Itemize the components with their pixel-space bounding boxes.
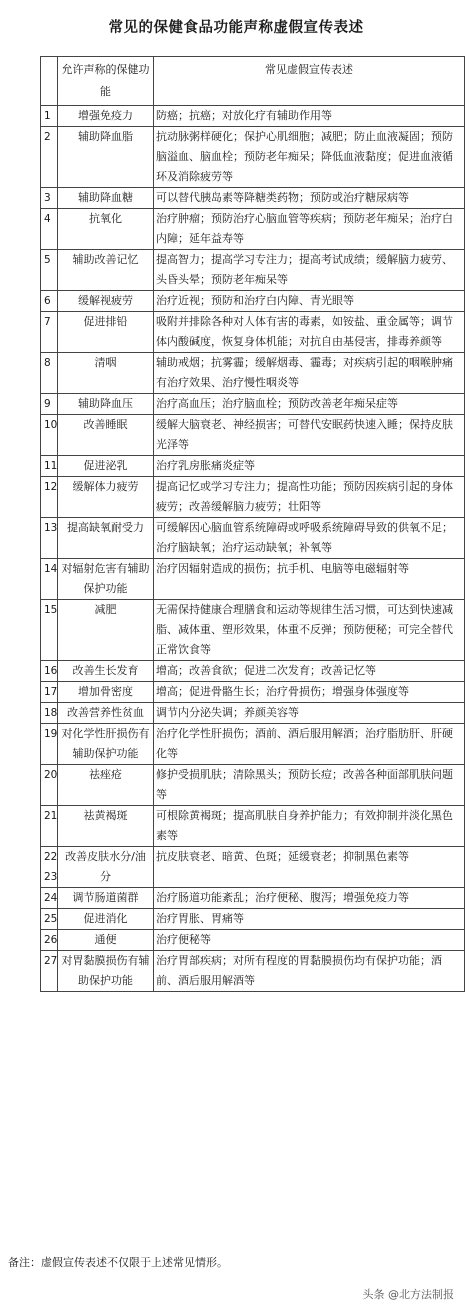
- table-row: [41, 951, 465, 992]
- row-function: 促进排铅: [58, 312, 154, 353]
- row-number: 6: [41, 291, 58, 312]
- table-body: [41, 106, 465, 992]
- row-number: 4: [41, 209, 58, 250]
- row-description: 抗动脉粥样硬化；保护心肌细胞；减肥；防止血液凝固；预防脑溢血、脑血栓；预防老年痴呆；降低血液黏度；促进血液循环及消除疲劳等: [154, 127, 465, 188]
- row-description: 修护受损肌肤；清除黑头；预防长痘；改善各种面部肌肤问题等: [154, 765, 465, 806]
- row-number: 12: [41, 477, 58, 518]
- row-number: 18: [41, 703, 58, 724]
- row-number: 1: [41, 106, 58, 127]
- row-number: 5: [41, 250, 58, 291]
- row-number: 13: [41, 518, 58, 559]
- row-description: 治疗肿瘤；预防治疗心脑血管等疾病；预防老年痴呆；治疗白内障；延年益寿等: [154, 209, 465, 250]
- row-function: 辅助改善记忆: [58, 250, 154, 291]
- row-number: 19: [41, 724, 58, 765]
- row-description: 增高；改善食欲；促进二次发育；改善记忆等: [154, 661, 465, 682]
- row-number: 20: [41, 765, 58, 806]
- row-function: 祛黄褐斑: [58, 806, 154, 847]
- table-row: [41, 312, 465, 353]
- row-number: 9: [41, 394, 58, 415]
- row-number: 24: [41, 888, 58, 909]
- table-row: [41, 909, 465, 930]
- table-row: [41, 291, 465, 312]
- source-watermark: 头条 @北方法制报: [362, 1288, 454, 1301]
- table-row: [41, 477, 465, 518]
- row-function: 改善营养性贫血: [58, 703, 154, 724]
- row-function: 促进泌乳: [58, 456, 154, 477]
- row-function: 通便: [58, 930, 154, 951]
- row-function: 增加骨密度: [58, 682, 154, 703]
- table-row: [41, 456, 465, 477]
- row-description: 抗皮肤衰老、暗黄、色斑；延缓衰老；抑制黑色素等: [154, 847, 465, 888]
- table-row: [41, 106, 465, 127]
- row-description: 治疗肠道功能紊乱；治疗便秘、腹泻；增强免疫力等: [154, 888, 465, 909]
- row-function: 减肥: [58, 600, 154, 661]
- row-function: 调节肠道菌群: [58, 888, 154, 909]
- row-number: 25: [41, 909, 58, 930]
- table-row: [41, 353, 465, 394]
- row-description: 可根除黄褐斑；提高肌肤自身养护能力；有效抑制并淡化黑色素等: [154, 806, 465, 847]
- header-desc-cell: 常见虚假宣传表述: [154, 57, 465, 106]
- table-row: [41, 806, 465, 847]
- row-function: 辅助降血压: [58, 394, 154, 415]
- table-row: [41, 188, 465, 209]
- table-header-row: [41, 57, 465, 106]
- row-function: 改善睡眠: [58, 415, 154, 456]
- row-description: 辅助戒烟；抗雾霾；缓解烟毒、霾毒；对疾病引起的咽喉肿痛有治疗效果、治疗慢性咽炎等: [154, 353, 465, 394]
- row-number: 3: [41, 188, 58, 209]
- row-number: 16: [41, 661, 58, 682]
- row-description: 治疗胃部疾病；对所有程度的胃黏膜损伤均有保护功能；酒前、酒后服用解酒等: [154, 951, 465, 992]
- row-description: 治疗化学性肝损伤；酒前、酒后服用解酒；治疗脂肪肝、肝硬化等: [154, 724, 465, 765]
- row-function: 缓解体力疲劳: [58, 477, 154, 518]
- row-number: 14: [41, 559, 58, 600]
- table-row: [41, 888, 465, 909]
- row-description: 治疗便秘等: [154, 930, 465, 951]
- row-function: 改善生长发育: [58, 661, 154, 682]
- row-number: 8: [41, 353, 58, 394]
- row-description: 增高；促进骨骼生长；治疗骨损伤；增强身体强度等: [154, 682, 465, 703]
- row-description: 无需保持健康合理膳食和运动等规律生活习惯，可达到快速减脂、减体重、塑形效果，体重不反弹；预防便秘；可完全替代正常饮食等: [154, 600, 465, 661]
- row-function: 对胃黏膜损伤有辅助保护功能: [58, 951, 154, 992]
- row-description: 缓解大脑衰老、神经损害；可替代安眠药快速入睡；保持皮肤光泽等: [154, 415, 465, 456]
- header-func-cell: 允许声称的保健功能: [58, 57, 154, 106]
- row-description: 治疗乳房胀痛炎症等: [154, 456, 465, 477]
- row-description: 治疗因辐射造成的损伤；抗手机、电脑等电磁辐射等: [154, 559, 465, 600]
- row-function: 增强免疫力: [58, 106, 154, 127]
- row-function: 缓解视疲劳: [58, 291, 154, 312]
- header-num-cell: [41, 57, 58, 106]
- table-row: [41, 127, 465, 188]
- row-function: 提高缺氧耐受力: [58, 518, 154, 559]
- table-row: [41, 559, 465, 600]
- footnote: 备注：虚假宣传表述不仅限于上述常见情形。: [8, 1256, 228, 1269]
- row-description: 吸附并排除各种对人体有害的毒素，如铵盐、重金属等；调节体内酸碱度，恢复身体机能；对抗自由基侵害，排毒养颜等: [154, 312, 465, 353]
- row-description: 治疗胃胀、胃痛等: [154, 909, 465, 930]
- row-description: 治疗高血压；治疗脑血栓；预防改善老年痴呆症等: [154, 394, 465, 415]
- row-number: 11: [41, 456, 58, 477]
- row-function: 改善皮肤水分/油分: [58, 847, 154, 888]
- row-number: 27: [41, 951, 58, 992]
- row-number: 17: [41, 682, 58, 703]
- table-row: [41, 518, 465, 559]
- table-row: [41, 209, 465, 250]
- row-function: 抗氧化: [58, 209, 154, 250]
- row-description: 提高智力；提高学习专注力；提高考试成绩；缓解脑力疲劳、头昏头晕；预防老年痴呆等: [154, 250, 465, 291]
- row-function: 对辐射危害有辅助保护功能: [58, 559, 154, 600]
- row-description: 防癌；抗癌；对放化疗有辅助作用等: [154, 106, 465, 127]
- row-function: 辅助降血脂: [58, 127, 154, 188]
- table-row: [41, 250, 465, 291]
- row-description: 调节内分泌失调；养颜美容等: [154, 703, 465, 724]
- table-row: [41, 661, 465, 682]
- document-title: 常见的保健食品功能声称虚假宣传表述: [108, 20, 364, 36]
- table-row: [41, 682, 465, 703]
- row-function: 促进消化: [58, 909, 154, 930]
- row-function: 辅助降血糖: [58, 188, 154, 209]
- row-number: 10: [41, 415, 58, 456]
- row-description: 提高记忆或学习专注力；提高性功能；预防因疾病引起的身体疲劳；改善缓解脑力疲劳；壮阳等: [154, 477, 465, 518]
- table-row: [41, 847, 465, 888]
- table-row: [41, 394, 465, 415]
- table-row: [41, 415, 465, 456]
- row-function: 对化学性肝损伤有辅助保护功能: [58, 724, 154, 765]
- row-function: 清咽: [58, 353, 154, 394]
- table-row: [41, 600, 465, 661]
- row-number: 22 23: [41, 847, 58, 888]
- row-number: 21: [41, 806, 58, 847]
- table-row: [41, 703, 465, 724]
- table-row: [41, 930, 465, 951]
- row-description: 可缓解因心脑血管系统障碍或呼吸系统障碍导致的供氧不足；治疗脑缺氧；治疗运动缺氧；补氧等: [154, 518, 465, 559]
- row-number: 7: [41, 312, 58, 353]
- row-description: 治疗近视；预防和治疗白内障、青光眼等: [154, 291, 465, 312]
- table-row: [41, 765, 465, 806]
- row-number: 2: [41, 127, 58, 188]
- table-row: [41, 724, 465, 765]
- row-function: 祛痤疮: [58, 765, 154, 806]
- row-description: 可以替代胰岛素等降糖类药物；预防或治疗糖尿病等: [154, 188, 465, 209]
- row-number: 15: [41, 600, 58, 661]
- function-claims-table: [40, 56, 465, 992]
- row-number: 26: [41, 930, 58, 951]
